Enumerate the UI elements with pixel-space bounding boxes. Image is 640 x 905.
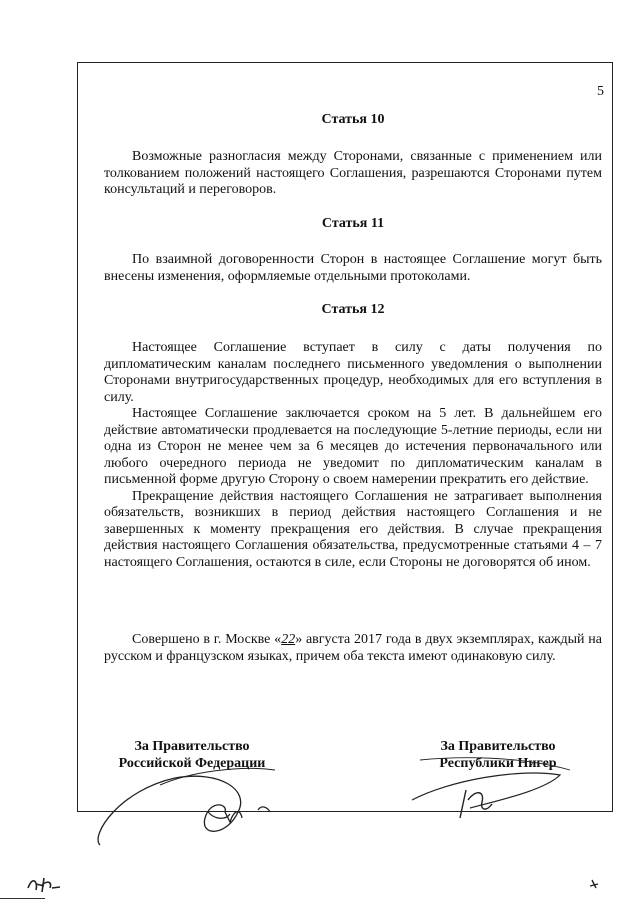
page-number: 5 xyxy=(597,84,604,99)
signature-russia-scribble xyxy=(98,776,242,845)
mark-bottom-right xyxy=(590,880,598,888)
article-10-paragraph: Возможные разногласия между Сторонами, связанные с применением или толкованием положений настоящего Соглашения, разрешаются Сторонами путем консультаций и переговоров. xyxy=(104,149,602,197)
closing-before-day: Совершено в г. Москве « xyxy=(132,632,282,647)
signature-niger-scribble xyxy=(412,773,560,808)
closing-after-day: » августа 2017 года в двух экземплярах, каждый на русском и французском языках, причем оба текста имеют одинаковую силу. xyxy=(104,632,602,664)
signature-russia-line2: Российской Федерации xyxy=(118,756,266,771)
article-12-paragraph-2: Настоящее Соглашение заключается сроком на 5 лет. В дальнейшем его действие автоматически продлевается на последующие 5-летние периоды, если ни одна из Сторон не менее чем за 6 месяцев до истечения первоначального или любого очередного периода не уведомит по дипломатическим каналам в письменной форме другую Сторону о своем намерении прекратить его действие. xyxy=(104,406,602,487)
article-12-paragraph-1: Настоящее Соглашение вступает в силу с даты получения по дипломатическим каналам последнего письменного уведомления о выполнении Сторонами внутригосударственных процедур, необходимых для его вступления в силу. xyxy=(104,340,602,405)
article-11-paragraph: По взаимной договоренности Сторон в настоящее Соглашение могут быть внесены изменения, оформляемые отдельными протоколами. xyxy=(104,252,602,284)
signature-niger-line1: За Правительство xyxy=(440,739,556,754)
closing-day: 22 xyxy=(281,632,296,647)
article-11-heading: Статья 11 xyxy=(321,216,385,231)
article-12-paragraph-3: Прекращение действия настоящего Соглашения не затрагивает выполнения обязательств, возникших в период действия настоящего Соглашения и не завершенных к моменту прекращения его действия. В случае прекращения действия настоящего Соглашения обязательства, предусмотренные статьями 4 – 7 настоящего Соглашения, остаются в силе, если Стороны не договорятся об ином. xyxy=(104,488,602,570)
footer-rule xyxy=(0,898,45,899)
article-12-heading: Статья 12 xyxy=(321,302,385,317)
signature-russia-line1: За Правительство xyxy=(134,739,250,754)
article-10-heading: Статья 10 xyxy=(321,112,385,127)
initials-bottom-left xyxy=(28,878,60,892)
signature-niger-line2: Республики Нигер xyxy=(439,756,557,771)
